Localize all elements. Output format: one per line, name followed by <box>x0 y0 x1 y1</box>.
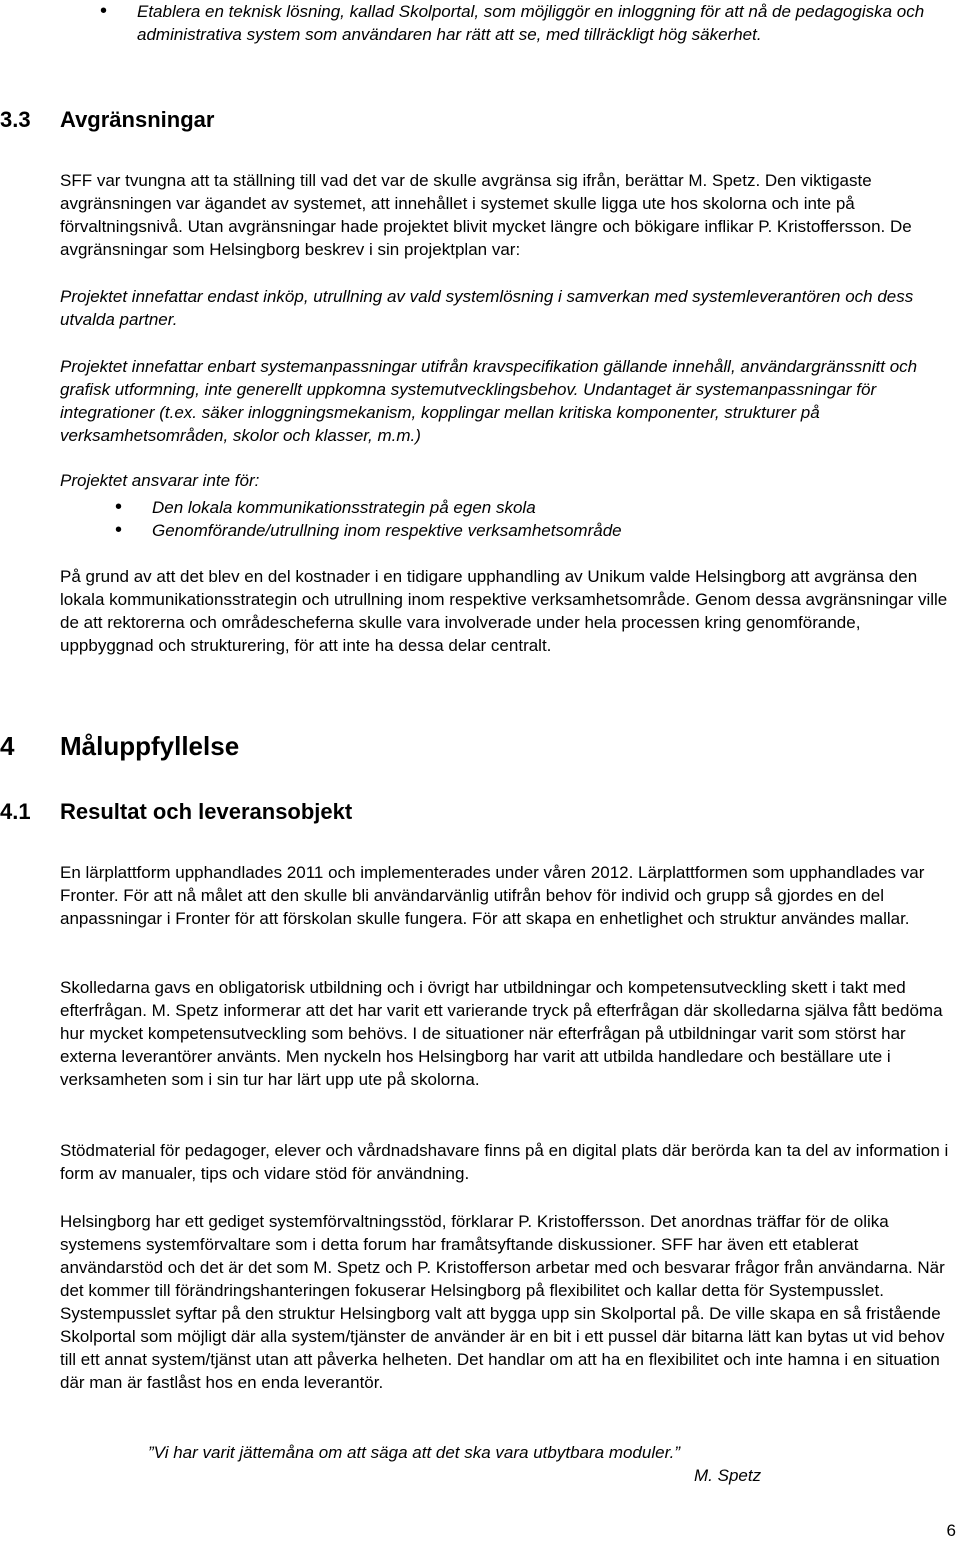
list-item: Genomförande/utrullning inom respektive verksamhetsområde <box>152 521 622 540</box>
quote-author: M. Spetz <box>694 1466 762 1485</box>
bullet-icon: • <box>115 496 123 518</box>
paragraph: På grund av att det blev en del kostnader i en tidigare upphandling av Unikum valde Helsingborg att avgränsa den lokala kommunikationsstrategin och utrullning inom respektive verksamhetsområde. Genom dessa avgränsningar ville de att rektorerna och områdescheferna skulle vara involverade under hela processen kring genomförande, uppbyggnad och strukturering, för att inte ha dessa delar centralt. <box>60 567 948 655</box>
not-included-intro: Projektet ansvarar inte för: <box>60 471 260 490</box>
quote-paragraph: Projektet innefattar enbart systemanpassningar utifrån kravspecifikation gällande innehåll, användargränssnitt och grafisk utformning, inte generellt uppkomna systemutvecklingsbehov. Undantaget är systemanpassningar för integrationer (t.ex. säker inloggningsmekanism, kopplingar mellan kritiska komponenter, strukturer på verksamhetsområden, skolor och klasser, m.m.) <box>60 357 918 445</box>
bullet-icon: • <box>115 519 123 541</box>
quote-paragraph: Projektet innefattar endast inköp, utrullning av vald systemlösning i samverkan med systemleverantören och dess utvalda partner. <box>60 287 914 329</box>
paragraph: SFF var tvungna att ta ställning till vad det var de skulle avgränsa sig ifrån, berättar M. Spetz. Den viktigaste avgränsningen var ägandet av systemet, att innehållet i systemet skulle ligga ute hos skolorna och inte på förvaltningsnivå. Utan avgränsningar hade projektet blivit mycket längre och bökigare inflikar P. Kristoffersson. De avgränsningar som Helsingborg beskrev i sin projektplan var: <box>60 171 912 259</box>
bullet-icon: • <box>100 0 108 22</box>
paragraph: Helsingborg har ett gediget systemförvaltningsstöd, förklarar P. Kristoffersson. Det anordnas träffar för de olika systemens systemförvaltare som i detta forum har framåtsyftande diskussioner. SFF har även ett etablerat användarstöd och det är det som M. Spetz och P. Kristofferson arbetar med och besvarar frågor från användarna. När det kommer till förändringshanteringen fokuserar Helsingborg på flexibilitet och kallar detta för Systempusslet. Systempusslet syftar på den struktur Helsingborg valt att bygga upp sin Skolportal på. De ville skapa en så fristående Skolportal som möjligt där alla system/tjänster de använder är en bit i ett pussel där bitarna lätt kan bytas ut vid behov till ett annat system/tjänst utan att påverka helheten. Det handlar om att ha en flexibilitet och inte hamna i en situation där man är fastlåst hos en enda leverantör. <box>60 1212 945 1392</box>
paragraph: En lärplattform upphandlades 2011 och implementerades under våren 2012. Lärplattformen som upphandlades var Fronter. För att nå målet att den skulle bli användarvänlig utifrån behov för individ och grupp så gjordes en del anpassningar i Fronter för att förskolan skulle fungera. För att skapa en enhetlighet och struktur användes mallar. <box>60 863 925 928</box>
paragraph: Skolledarna gavs en obligatorisk utbildning och i övrigt har utbildningar och kompetensutveckling skett i takt med efterfrågan. M. Spetz informerar att det har varit ett varierande tryck på efterfrågan där skolledarna själva fått bedöma hur mycket kompetensutveckling som behövs. I de situationer när efterfrågan på utbildningar varit som störst har externa leverantörer använts. Men nyckeln hos Helsingborg har varit att utbilda handledare och beställare ute i verksamheten som i sin tur har lärt upp ute på skolorna. <box>60 978 943 1089</box>
section-heading-3-3: 3.3 Avgränsningar <box>0 107 215 132</box>
top-bullet-text: Etablera en teknisk lösning, kallad Skolportal, som möjliggör en inloggning för att nå de pedagogiska och administrativa system som användaren har rätt att se, med tillräckligt hög säkerhet. <box>137 2 925 44</box>
paragraph: Stödmaterial för pedagoger, elever och vårdnadshavare finns på en digital plats där berörda kan ta del av information i form av manualer, tips och vidare stöd för användning. <box>60 1141 949 1183</box>
closing-quote: ”Vi har varit jättemåna om att säga att det ska vara utbytbara moduler.” <box>148 1443 681 1462</box>
section-heading-4-1: 4.1 Resultat och leveransobjekt <box>0 799 353 824</box>
section-heading-4: 4 Måluppfyllelse <box>0 731 240 761</box>
list-item: Den lokala kommunikationsstrategin på egen skola <box>152 498 536 517</box>
page-number: 6 <box>946 1521 956 1540</box>
